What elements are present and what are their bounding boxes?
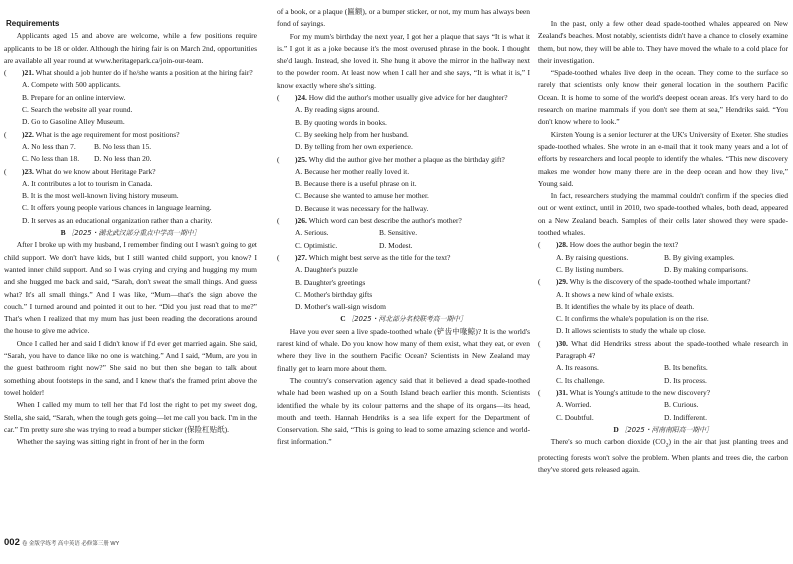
option-b: B. By quoting words in books. bbox=[295, 117, 387, 127]
option-c: C. Doubtful. bbox=[556, 412, 594, 422]
option-a: A. Serious. bbox=[295, 228, 329, 238]
answer-bracket[interactable]: ( bbox=[538, 338, 541, 348]
option-b: B. Daughter's greetings bbox=[295, 277, 366, 287]
answer-bracket[interactable]: ( bbox=[277, 216, 280, 226]
option-c: C. By listing numbers. bbox=[556, 264, 624, 274]
option-b: B. Prepare for an online interview. bbox=[22, 92, 126, 102]
passage-c-paragraph-3: In the past, only a few other dead spade-toothed whales appeared on New Zealand's beaches. Most notably, scientists didn't have a chance to closely examine them, but now, they will be able to. They have moved the whale to a cold place for their investigation. bbox=[538, 19, 788, 65]
section-source: ［2025・河南南阳高一期中］ bbox=[620, 425, 713, 434]
option-a: A. Compete with 500 applicants. bbox=[22, 80, 121, 90]
option-c: C. Its challenge. bbox=[556, 375, 605, 385]
option-d: D. Its process. bbox=[664, 375, 707, 385]
option-c: C. By seeking help from her husband. bbox=[295, 129, 409, 139]
question-number: )29. bbox=[556, 277, 568, 287]
question-number: )22. bbox=[22, 129, 34, 139]
question-30 bbox=[538, 338, 788, 387]
page-footer bbox=[4, 537, 119, 548]
question-stem: Which might best serve as the title for the text? bbox=[308, 252, 451, 262]
column-left bbox=[4, 18, 257, 448]
section-source: ［2025・河北部分名校联考高一期中］ bbox=[347, 315, 467, 324]
passage-b-paragraph-2: Once I called her and said I didn't know if I'd ever get married again. She said, “Sarah, you have to dance like no one is watching.” And I said, “Mum, are you in the guest bathroom right now?” She said no but then she began to talk about something about footsteps in the sand, and I knew that's the framed print above the towel holder! bbox=[4, 338, 257, 397]
option-c: C. Mother's birthday gifts bbox=[295, 289, 373, 299]
section-letter: C bbox=[340, 314, 346, 324]
question-stem: What is the age requirement for most positions? bbox=[35, 129, 180, 139]
question-number: )23. bbox=[22, 166, 34, 176]
option-b: B. Because there is a useful phrase on it. bbox=[295, 179, 417, 189]
question-31 bbox=[538, 387, 788, 424]
option-d: D. It allows scientists to study the whale up close. bbox=[556, 326, 706, 336]
column-right bbox=[538, 18, 788, 476]
option-c: C. Optimistic. bbox=[295, 240, 338, 250]
option-a: A. No less than 7. bbox=[22, 141, 76, 151]
section-letter: D bbox=[613, 424, 619, 434]
question-stem: Why did the author give her mother a plaque as the birthday gift? bbox=[308, 154, 505, 164]
passage-b-paragraph-4-cont: of a book, or a plaque (匾额), or a bumper sticker, or not, my mum has always been fond of sayings. bbox=[277, 7, 530, 29]
question-22 bbox=[4, 129, 257, 166]
section-d-header bbox=[538, 424, 788, 436]
question-number: )24. bbox=[295, 93, 307, 103]
option-b: B. Curious. bbox=[664, 400, 699, 410]
question-stem: What did Hendriks stress about the spade-toothed whale research in Paragraph 4? bbox=[556, 338, 788, 361]
publication-title: 卷 金版学练考 高中英语 必修第三册 WY bbox=[21, 541, 120, 547]
requirements-heading: Requirements bbox=[6, 19, 60, 28]
answer-bracket[interactable]: ( bbox=[538, 277, 541, 287]
question-number: )31. bbox=[556, 387, 568, 397]
option-d: D. No less than 20. bbox=[94, 154, 152, 164]
question-number: )21. bbox=[22, 68, 34, 78]
option-d: D. By making comparisons. bbox=[664, 264, 748, 274]
page-number: 002 bbox=[4, 537, 20, 548]
option-d: D. Go to Gasoline Alley Museum. bbox=[22, 117, 125, 127]
passage-c-paragraph-1: Have you ever seen a live spade-toothed whale (铲齿中喙鲸)? It is the world's rarest kind of whale. Do you know how many of them exist, what they eat, or even where they live in the southern Pacific Ocean? Scientists in New Zealand may finally get to learn more about them. bbox=[277, 326, 530, 373]
answer-bracket[interactable]: ( bbox=[277, 154, 280, 164]
question-stem: What should a job hunter do if he/she wants a position at the hiring fair? bbox=[35, 68, 253, 78]
section-c-header bbox=[277, 313, 530, 325]
option-c: C. It confirms the whale's population is on the rise. bbox=[556, 314, 709, 324]
question-stem: Which word can best describe the author's mother? bbox=[308, 216, 462, 226]
question-number: )26. bbox=[295, 216, 307, 226]
passage-d-paragraph-1: There's so much carbon dioxide $(CO_2)$ in the air that just planting trees and protecting forests won't solve the problem. When plants and trees die, the carbon they've stored gets released again. bbox=[538, 437, 789, 475]
option-c: C. No less than 18. bbox=[22, 154, 80, 164]
option-a: A. Because her mother really loved it. bbox=[295, 166, 410, 176]
passage-b-paragraph-1: After I broke up with my husband, I remember finding out I wasn't going to get child support. We don't have kids, but I still wanted child support, you know? I wanted inner child support. And so I was crying and crying and hugging my mum and she hugged me back and said, “Sarah, don't sweat the small things. And guess what? It's all small things.” And I was like, “Mum—that's the sign above the couch.” I turned around and pointed it out to her. “Did you just read that to me?” That's when I realized that my mum has just been reading the decorations around the house to give me advice. bbox=[4, 240, 257, 336]
answer-bracket[interactable]: ( bbox=[538, 387, 541, 397]
passage-b-paragraph-5: For my mum's birthday the next year, I got her a plaque that says “It is what it is.” I got it as a joke because it's the most overused phrase in the book. I thought she'd laugh. Instead, she loved it. She hung it above the mirror in the hallway next to the powder room. At least now when I call her and she says, “It is what it is,” I know exactly where she's sitting. bbox=[277, 31, 530, 90]
column-middle bbox=[277, 7, 530, 449]
question-26 bbox=[277, 215, 530, 252]
answer-bracket[interactable]: ( bbox=[277, 93, 280, 103]
section-letter: B bbox=[60, 228, 66, 238]
answer-bracket[interactable]: ( bbox=[4, 166, 7, 176]
option-d: D. It serves as an educational organization rather than a charity. bbox=[22, 215, 213, 225]
option-a: A. It contributes a lot to tourism in Canada. bbox=[22, 178, 153, 188]
section-source: ［2025・湖北武汉部分重点中学高一期中］ bbox=[67, 229, 201, 238]
question-stem: Why is the discovery of the spade-toothed whale important? bbox=[569, 277, 751, 287]
question-stem: How did the author's mother usually give advice for her daughter? bbox=[308, 93, 508, 103]
option-a: A. By reading signs around. bbox=[295, 105, 380, 115]
requirements-paragraph: Applicants aged 15 and above are welcome, while a few positions require applicants to be 18 or older. Although the hiring fair is on March 2nd, opportunities are available all year round at www.heritagepark.ca/join-our-team. bbox=[4, 31, 257, 65]
option-a: A. Worried. bbox=[556, 400, 592, 410]
question-25 bbox=[277, 154, 530, 215]
option-c: C. Search the website all year round. bbox=[22, 105, 133, 115]
question-number: )28. bbox=[556, 240, 568, 250]
question-number: )30. bbox=[556, 338, 568, 348]
question-stem: How does the author begin the text? bbox=[569, 240, 679, 250]
option-d: D. By telling from her own experience. bbox=[295, 142, 413, 152]
option-d: D. Mother's wall-sign wisdom bbox=[295, 302, 386, 312]
question-24 bbox=[277, 92, 530, 153]
passage-c-paragraph-2: The country's conservation agency said that it believed a dead spade-toothed whale had been washed up on a South Island beach earlier this month. Scientists identified the whale by its colour patterns and the shape of its organs—its head, mouth and teeth. Hannah Hendriks is a sea life expert for the Department of Conservation. She said, “This is going to lead to some amazing science and world-first information.” bbox=[277, 375, 530, 447]
option-b: B. It identifies the whale by its place of death. bbox=[556, 301, 695, 311]
question-29 bbox=[538, 276, 788, 337]
option-a: A. By raising questions. bbox=[556, 252, 629, 262]
answer-bracket[interactable]: ( bbox=[4, 129, 7, 139]
option-a: A. It shows a new kind of whale exists. bbox=[556, 289, 674, 299]
passage-c-paragraph-5: Kirsten Young is a senior lecturer at the UK's University of Exeter. She studies spade-toothed whales. She wrote in an e-mail that it took many years and a lot of efforts by researchers and local people to identify the whales. “This new discovery makes me wonder how many there are in the deep ocean and how they live,” Young said. bbox=[538, 129, 788, 188]
option-d: D. Because it was necessary for the hallway. bbox=[295, 203, 429, 213]
question-number: )27. bbox=[295, 252, 307, 262]
passage-c-paragraph-6: In fact, researchers studying the mammal couldn't confirm if the species died out or went extinct, until in 2010, two spade-toothed whales, both dead, appeared on a New Zealand beach. Samples of their cells later showed they were spade-toothed whales. bbox=[538, 191, 788, 238]
option-b: B. Sensitive. bbox=[379, 228, 418, 238]
section-b-header bbox=[4, 227, 257, 239]
option-b: B. By giving examples. bbox=[664, 252, 735, 262]
question-27 bbox=[277, 252, 530, 313]
question-number: )25. bbox=[295, 154, 307, 164]
answer-bracket[interactable]: ( bbox=[277, 252, 280, 262]
question-28 bbox=[538, 239, 788, 276]
question-stem: What is Young's attitude to the new discovery? bbox=[569, 387, 711, 397]
question-stem: What do we know about Heritage Park? bbox=[35, 166, 156, 176]
option-c: C. It offers young people various chances in language learning. bbox=[22, 203, 212, 213]
option-b: B. It is the most well-known living history museum. bbox=[22, 191, 179, 201]
question-21 bbox=[4, 67, 257, 128]
option-d: D. Modest. bbox=[379, 240, 413, 250]
passage-b-paragraph-4: Whether the saying was sitting right in front of her in the form bbox=[16, 437, 205, 447]
option-a: A. Its reasons. bbox=[556, 363, 599, 373]
option-b: B. Its benefits. bbox=[664, 363, 708, 373]
question-23 bbox=[4, 166, 257, 227]
option-a: A. Daughter's puzzle bbox=[295, 265, 358, 275]
option-d: D. Indifferent. bbox=[664, 412, 707, 422]
passage-b-paragraph-3: When I called my mum to tell her that I'd lost the right to pet my sweet dog, Stella, she said, “Sarah, when the tough gets going—let me call you back. I'm in the car.” I'm pretty sure she was trying to read a bumper sticker (保险杠贴纸). bbox=[4, 400, 257, 434]
answer-bracket[interactable]: ( bbox=[4, 68, 7, 78]
option-b: B. No less than 15. bbox=[94, 141, 152, 151]
answer-bracket[interactable]: ( bbox=[538, 240, 541, 250]
option-c: C. Because she wanted to amuse her mother. bbox=[295, 191, 429, 201]
passage-c-paragraph-4: “Spade-toothed whales live deep in the ocean. They come to the surface so rarely that scientists only know their general location in the southern Pacific Ocean. It is home to some of the world's deepest ocean areas. It's very hard to do research on marine mammals if you don't see them at sea,” Hendriks said. “You don't know where to look.” bbox=[538, 68, 788, 127]
